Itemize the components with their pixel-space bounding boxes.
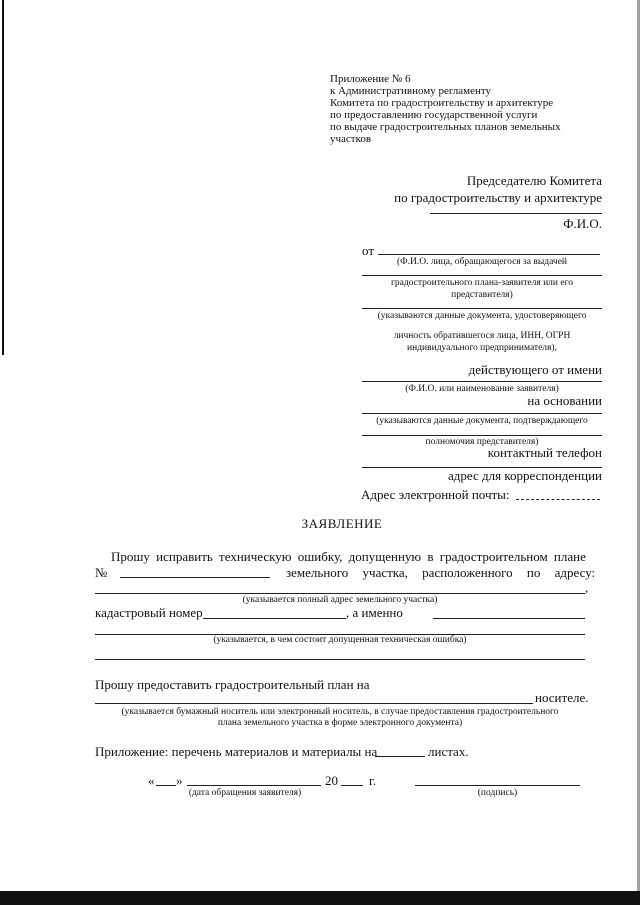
signature-field[interactable] (415, 785, 580, 786)
attachment-sheets-label: листах. (428, 744, 469, 759)
hint-doc-3: индивидуального предпринимателя), (407, 343, 557, 353)
appendix-line: к Административному регламенту (330, 85, 492, 97)
appendix-line: по предоставлению государственной услуги (330, 109, 538, 121)
hint-date: (дата обращения заявителя) (188, 788, 302, 798)
acting-on-behalf-label: действующего от имени (468, 362, 602, 377)
applicant-fio-field[interactable] (378, 254, 600, 255)
document-title: ЗАЯВЛЕНИЕ (301, 516, 383, 531)
authority-doc-field-2[interactable] (362, 435, 602, 436)
p1-parcel-text: земельного участка, расположенного по адресу: (286, 565, 596, 580)
cadastral-label: кадастровый номер (95, 605, 203, 620)
cadastral-number-field[interactable] (203, 618, 346, 619)
appendix-line: Приложение № 6 (330, 73, 411, 85)
date-open-quote: « (148, 773, 155, 788)
appendix-line: участков (330, 133, 372, 145)
hint-fio-1: (Ф.И.О. лица, обращающегося за выдачей (396, 257, 568, 267)
from-label: от (362, 243, 375, 258)
address-field[interactable] (95, 593, 585, 594)
carrier-label: носителе. (535, 690, 589, 705)
plan-number-field[interactable] (120, 577, 270, 578)
hint-carrier-1: (указывается бумажный носитель или электронный носитель, в случае предоставления градостроительного (121, 707, 559, 717)
hint-address: (указывается полный адрес земельного участка) (242, 595, 438, 605)
hint-fio-3: представителя) (451, 290, 513, 300)
p1-line-1: Прошу исправить техническую ошибку, допущенную в градостроительном плане (111, 549, 586, 564)
left-margin-mark (2, 0, 4, 355)
hint-auth-2: полномочия представителя) (425, 437, 539, 447)
addressee-fio: Ф.И.О. (563, 216, 602, 231)
email-label: Адрес электронной почты: (361, 487, 510, 502)
addressee-line-1: Председателю Комитета (466, 173, 602, 188)
phone-label: контактный телефон (487, 445, 602, 460)
namely-label: , а именно (346, 605, 403, 620)
hint-doc-2: личность обратившегося лица, ИНН, ОГРН (393, 331, 571, 341)
hint-signature: (подпись) (477, 788, 518, 798)
year-field[interactable] (341, 785, 363, 786)
appendix-line: по выдаче градостроительных планов земельных (330, 121, 561, 133)
day-field[interactable] (156, 785, 176, 786)
basis-label: на основании (527, 393, 602, 408)
error-description-field-2[interactable] (95, 659, 585, 660)
hint-doc-1: (указываются данные документа, удостоверяющего (377, 311, 587, 321)
plan-number-label: № (95, 565, 108, 580)
hint-fio-2: градостроительного плана-заявителя или его (391, 278, 573, 288)
addressee-fio-line[interactable] (430, 213, 602, 214)
date-close-quote: » (176, 773, 183, 788)
hint-applicant: (Ф.И.О. или наименование заявителя) (405, 384, 559, 394)
email-field[interactable] (516, 499, 600, 500)
hint-auth-1: (указываются данные документа, подтверждающего (376, 416, 588, 426)
addressee-line-2: по градостроительству и архитектуре (394, 190, 602, 205)
sheet-count-field[interactable] (375, 756, 425, 757)
carrier-field[interactable] (95, 703, 533, 704)
address-comma: , (585, 580, 589, 595)
applicant-fio-field-2[interactable] (362, 275, 602, 276)
year-prefix: 20 (325, 773, 338, 788)
scan-bottom-edge (0, 891, 640, 905)
month-field[interactable] (187, 785, 321, 786)
applicant-name-field[interactable] (362, 381, 602, 382)
appendix-line: Комитета по градостроительству и архитектуре (330, 97, 554, 109)
identity-doc-field[interactable] (362, 308, 602, 309)
authority-doc-field[interactable] (362, 413, 602, 414)
year-suffix: г. (369, 773, 377, 788)
namely-field[interactable] (433, 618, 585, 619)
address-label: адрес для корреспонденции (448, 468, 602, 483)
p2-text: Прошу предоставить градостроительный план на (95, 677, 370, 692)
attachment-text: Приложение: перечень материалов и материалы на (95, 744, 378, 759)
hint-carrier-2: плана земельного участка в форме электронного документа) (217, 718, 463, 728)
hint-error: (указывается, в чем состоит допущенная техническая ошибка) (213, 635, 467, 645)
